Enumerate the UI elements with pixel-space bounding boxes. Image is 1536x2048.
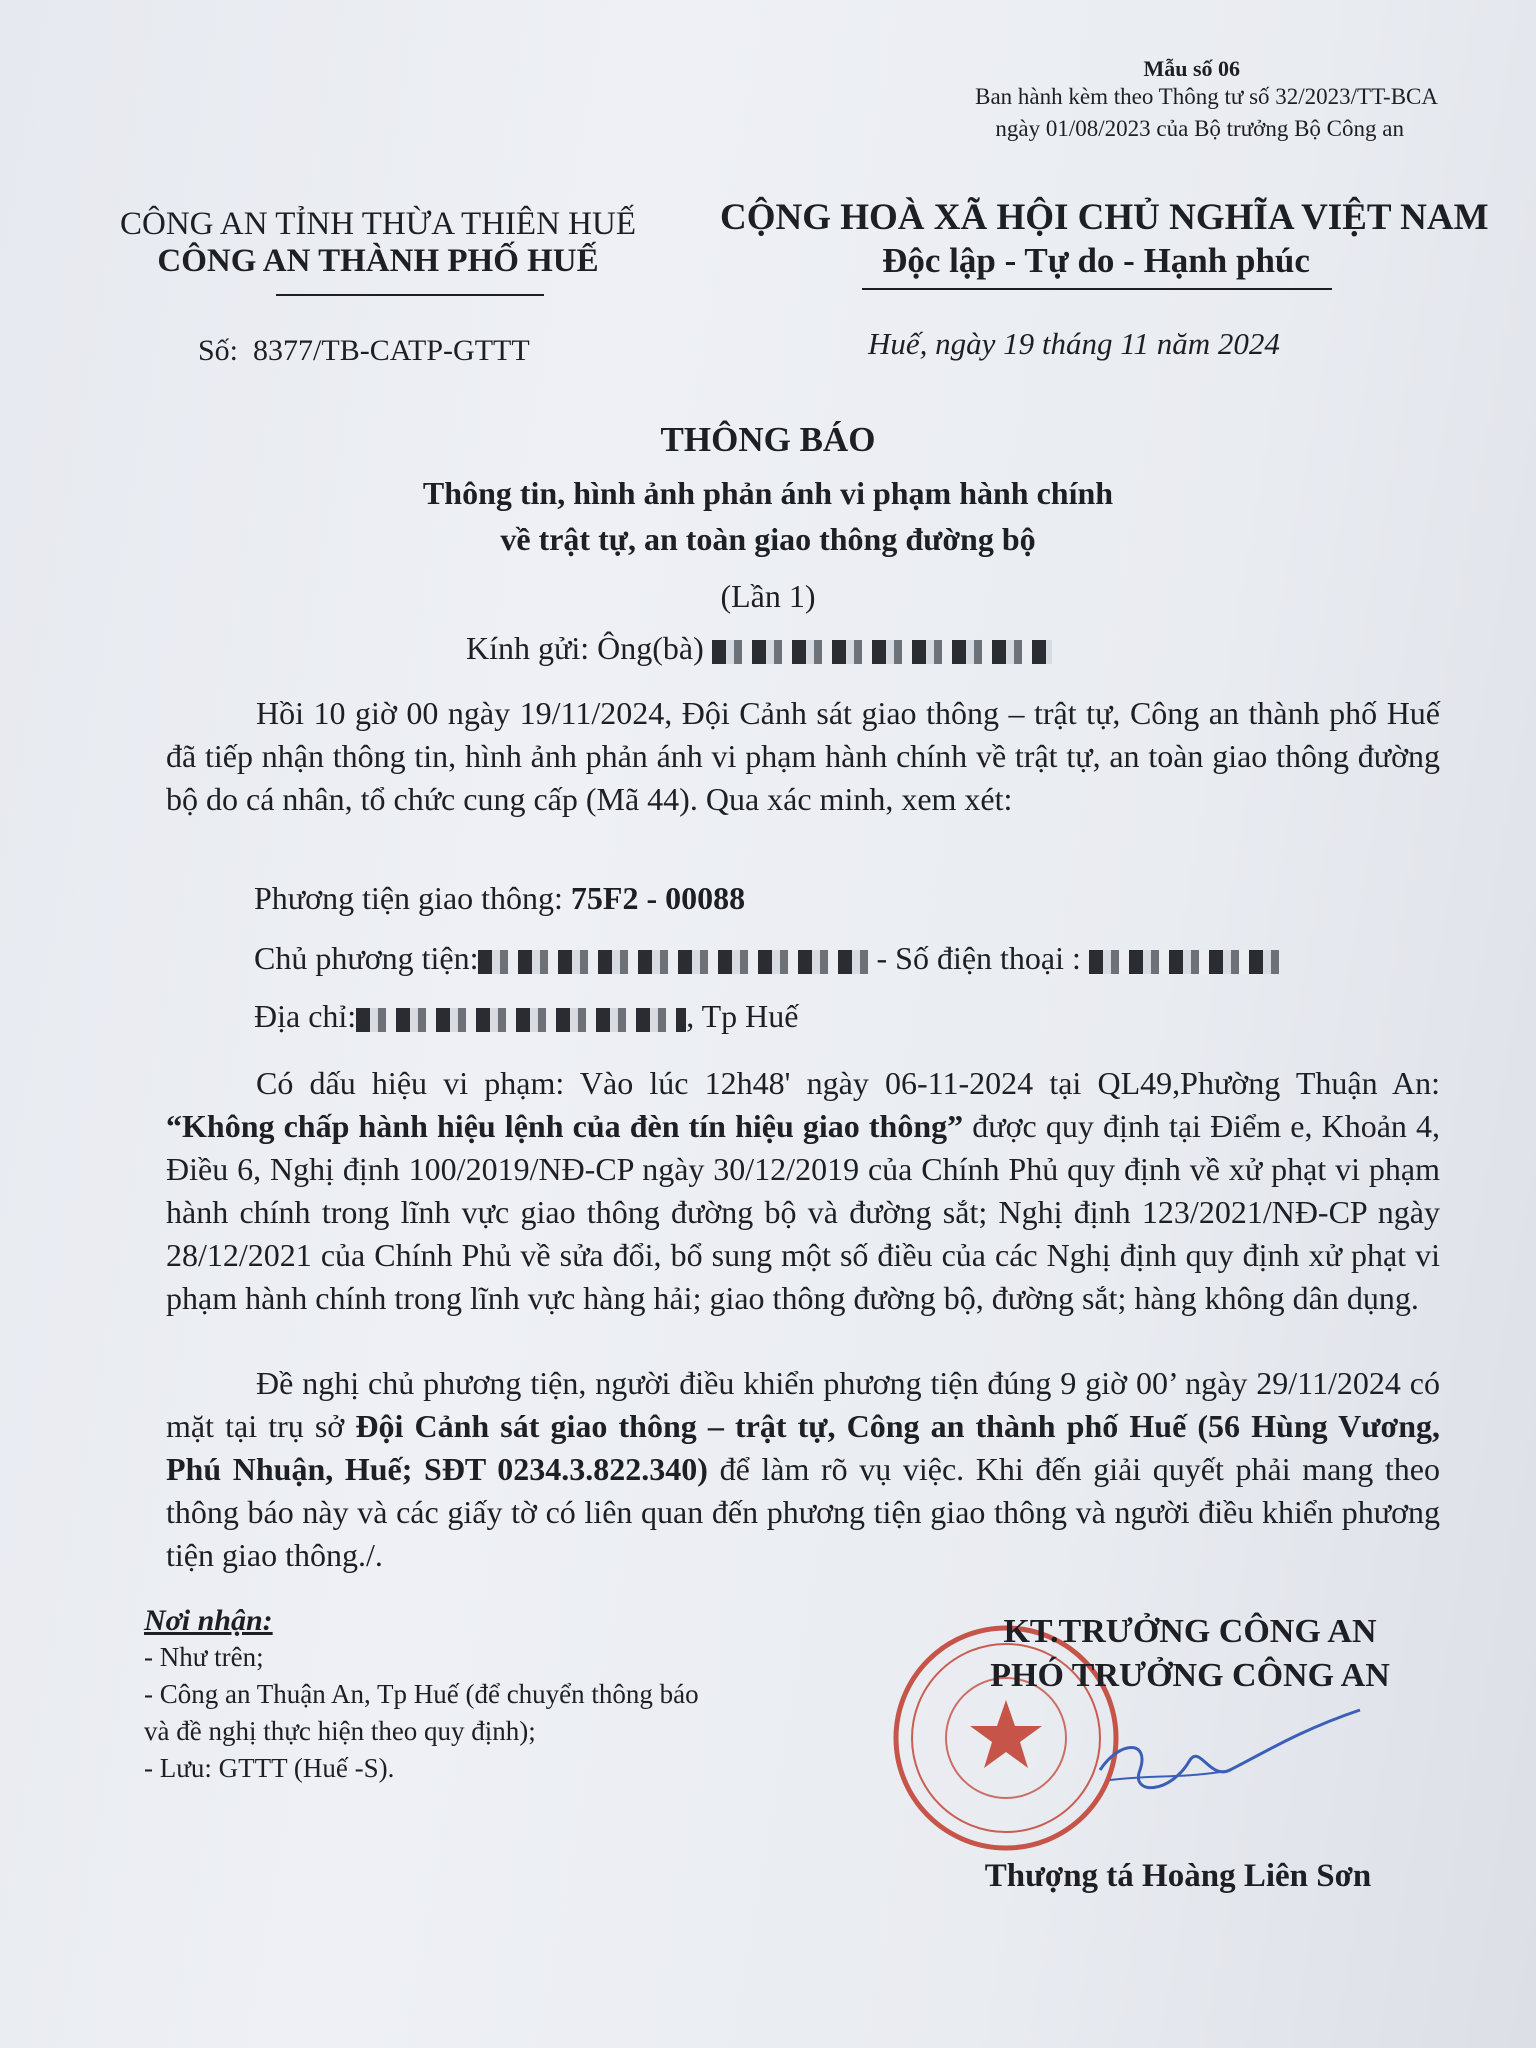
redacted-owner [478,950,868,974]
vehicle-line [254,880,745,917]
recipient-item: và đề nghị thực hiện theo quy định); [144,1716,536,1746]
agency-block [104,206,652,280]
vehicle-plate: 75F2 - 00088 [570,880,746,916]
signature-scribble [1090,1700,1370,1820]
doc-number-value: 8377/TB-CATP-GTTT [253,334,530,367]
subtitle-line2: về trật tự, an toàn giao thông đường bộ [500,521,1036,557]
owner-line [254,940,1279,977]
recipient-item: - Như trên; [144,1642,264,1672]
nation-name: CỘNG HOÀ XÃ HỘI CHỦ NGHĨA VIỆT NAM [720,197,1489,238]
attempt-number: (Lần 1) [720,578,816,614]
intro-paragraph: Hồi 10 giờ 00 ngày 19/11/2024, Đội Cảnh sát giao thông – trật tự, Công an thành phố Huế đã tiếp nhận thông tin, hình ảnh phản ánh vi phạm hành chính về trật tự, an toàn giao thông đường bộ do cá nhân, tổ chức cung cấp (Mã 44). Qua xác minh, xem xét: [166,695,1440,817]
form-issue-line1: Ban hành kèm theo Thông tư số 32/2023/TT-BCA [975,84,1438,109]
recipients-heading: Nơi nhận: [144,1604,273,1637]
address-label: Địa chỉ: [254,998,357,1034]
national-header [720,196,1489,281]
violation-paragraph [166,1062,1440,1320]
subtitle-line1: Thông tin, hình ảnh phản ánh vi phạm hành chính [422,475,1114,511]
request-text-1: Đề nghị chủ phương tiện, người điều khiển phương tiện đúng 9 giờ 00’ ngày 29/11/2024 có mặt tại trụ sở [166,1365,1440,1444]
document-title: THÔNG BÁO [660,420,876,459]
motto: Độc lập - Tự do - Hạnh phúc [882,241,1310,280]
redacted-name [712,640,1052,664]
place-date: Huế, ngày 19 tháng 11 năm 2024 [868,326,1280,361]
violation-text-1: Có dấu hiệu vi phạm: Vào lúc 12h48' ngày 06-11-2024 tại QL49,Phường Thuận An: [256,1065,1440,1101]
request-paragraph [166,1362,1440,1577]
request-text-2: để làm rõ vụ việc. Khi đến giải quyết phải mang theo thông báo này và các giấy tờ có liên quan đến phương tiện giao thông và người điều khiển phương tiện giao thông./. [166,1451,1441,1573]
address-line [254,998,798,1035]
violation-text-2: được quy định tại Điểm e, Khoản 4, Điều 6, Nghị định 100/2019/NĐ-CP ngày 30/12/2019 của Chính Phủ quy định về xử phạt vi phạm hành chính trong lĩnh vực giao thông đường bộ và đường sắt; Nghị định 123/2021/NĐ-CP ngày 28/12/2021 của Chính Phủ về sửa đổi, bổ sung một số điều của các Nghị định quy định xử phạt vi phạm hành chính trong lĩnh vực hàng hải; giao thông đường bộ, đường sắt; hàng không dân dụng. [166,1108,1441,1316]
signature-title [930,1610,1450,1698]
document-number [198,334,530,368]
owner-label: Chủ phương tiện: [254,940,479,976]
agency-underline [276,294,544,296]
recipient-item: - Công an Thuận An, Tp Huế (để chuyển thông báo [144,1679,699,1709]
agency-name: CÔNG AN THÀNH PHỐ HUẾ [157,243,599,279]
redacted-address [356,1008,686,1032]
recipient-item: - Lưu: GTTT (Huế -S). [144,1753,395,1783]
addressee [466,630,1052,667]
addressee-label: Kính gửi: Ông(bà) [466,630,704,666]
form-number: Mẫu số 06 [1143,56,1240,81]
signature-title-1: KT.TRƯỞNG CÔNG AN [1003,1613,1377,1650]
address-city: , Tp Huế [686,998,799,1034]
request-location: Đội Cảnh sát giao thông – trật tự, Công an thành phố Huế (56 Hùng Vương, Phú Nhuận, Huế; SĐT 0234.3.822.340) [166,1408,1441,1487]
recipients-block [144,1602,699,1787]
violation-name: “Không chấp hành hiệu lệnh của đèn tín hiệu giao thông” [166,1108,964,1144]
doc-number-label: Số: [198,334,239,367]
signature-title-2: PHÓ TRƯỞNG CÔNG AN [990,1657,1390,1694]
phone-label: - Số điện thoại : [876,940,1081,976]
motto-underline [862,288,1332,290]
document-subtitle [0,470,1536,562]
form-issue-line2: ngày 01/08/2023 của Bộ trưởng Bộ Công an [995,116,1404,141]
signer-name: Thượng tá Hoàng Liên Sơn [984,1858,1372,1894]
redacted-phone [1089,950,1279,974]
vehicle-label: Phương tiện giao thông: [254,880,563,916]
agency-parent: CÔNG AN TỈNH THỪA THIÊN HUẾ [119,206,636,242]
